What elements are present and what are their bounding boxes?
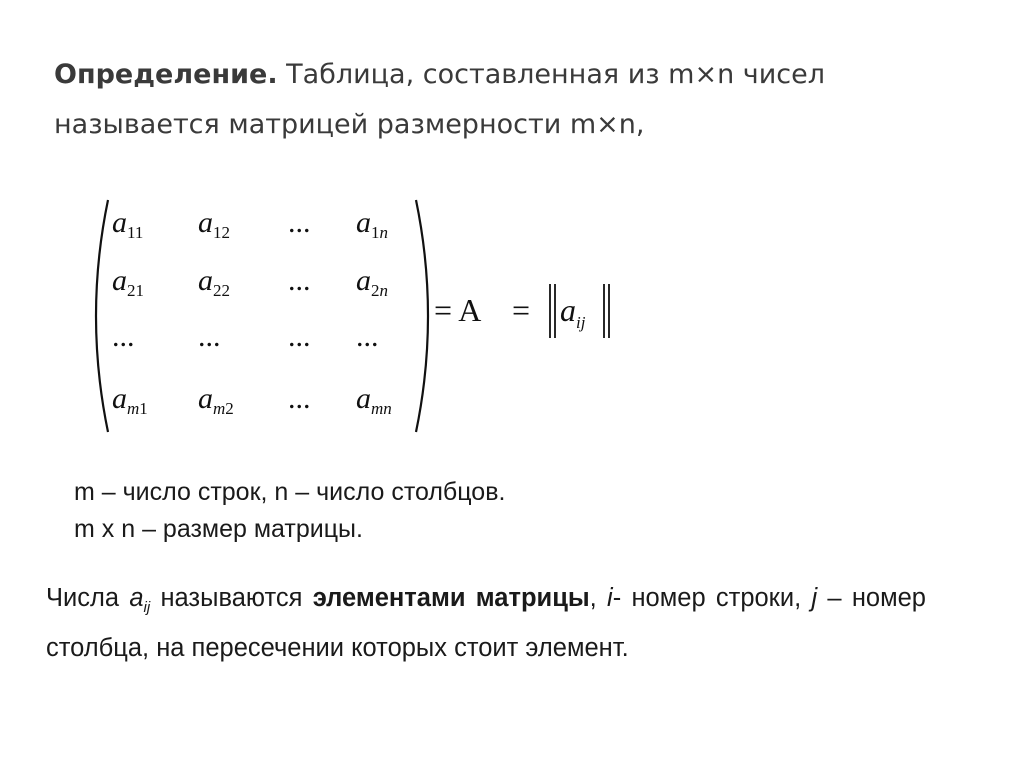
matrix-cell: ... (112, 320, 135, 353)
matrix-cell: $a_{1n}$ (356, 206, 388, 242)
matrix-cell: $a_{11}$ (112, 206, 144, 242)
matrix-cell: $a_{2n}$ (356, 264, 388, 300)
matrix-cell: ... (288, 382, 311, 415)
notes (74, 474, 505, 548)
right-paren (416, 200, 428, 432)
matrix-cell: ... (198, 320, 221, 353)
definition-paragraph (54, 50, 974, 150)
definition-text: Таблица, составленная из m×n чисел называется матрицей размерности m×n, (54, 59, 826, 140)
matrix-cell: $a_{22}$ (198, 264, 230, 300)
note-size: m x n – размер матрицы. (74, 515, 363, 543)
matrix-cell: $a_{mn}$ (356, 382, 392, 418)
equals-A: = A (434, 292, 482, 328)
matrix-cell: $a_{m1}$ (112, 382, 148, 418)
equals-sign: = (512, 292, 531, 328)
note-rows-cols: m – число строк, n – число столбцов. (74, 478, 506, 506)
matrix-cell: ... (356, 320, 379, 353)
bold-term: элементами матрицы (312, 584, 590, 612)
matrix-cell: $a_{m2}$ (198, 382, 234, 418)
matrix-cell: $a_{12}$ (198, 206, 230, 242)
matrix-cell: $a_{21}$ (112, 264, 144, 300)
matrix-cell: ... (288, 264, 311, 297)
matrix-formula (88, 192, 648, 440)
elements-paragraph: Числа $a_{ij}$ называются элементами матрицы, i- номер строки, j – номер столбца, на пересечении которых стоит элемент. (46, 584, 926, 663)
matrix-element-aij: $a_{ij}$ (560, 292, 586, 332)
left-paren (96, 200, 108, 432)
matrix-cell: ... (288, 320, 311, 353)
definition-term: Определение. (54, 59, 278, 90)
matrix-cell: ... (288, 206, 311, 239)
